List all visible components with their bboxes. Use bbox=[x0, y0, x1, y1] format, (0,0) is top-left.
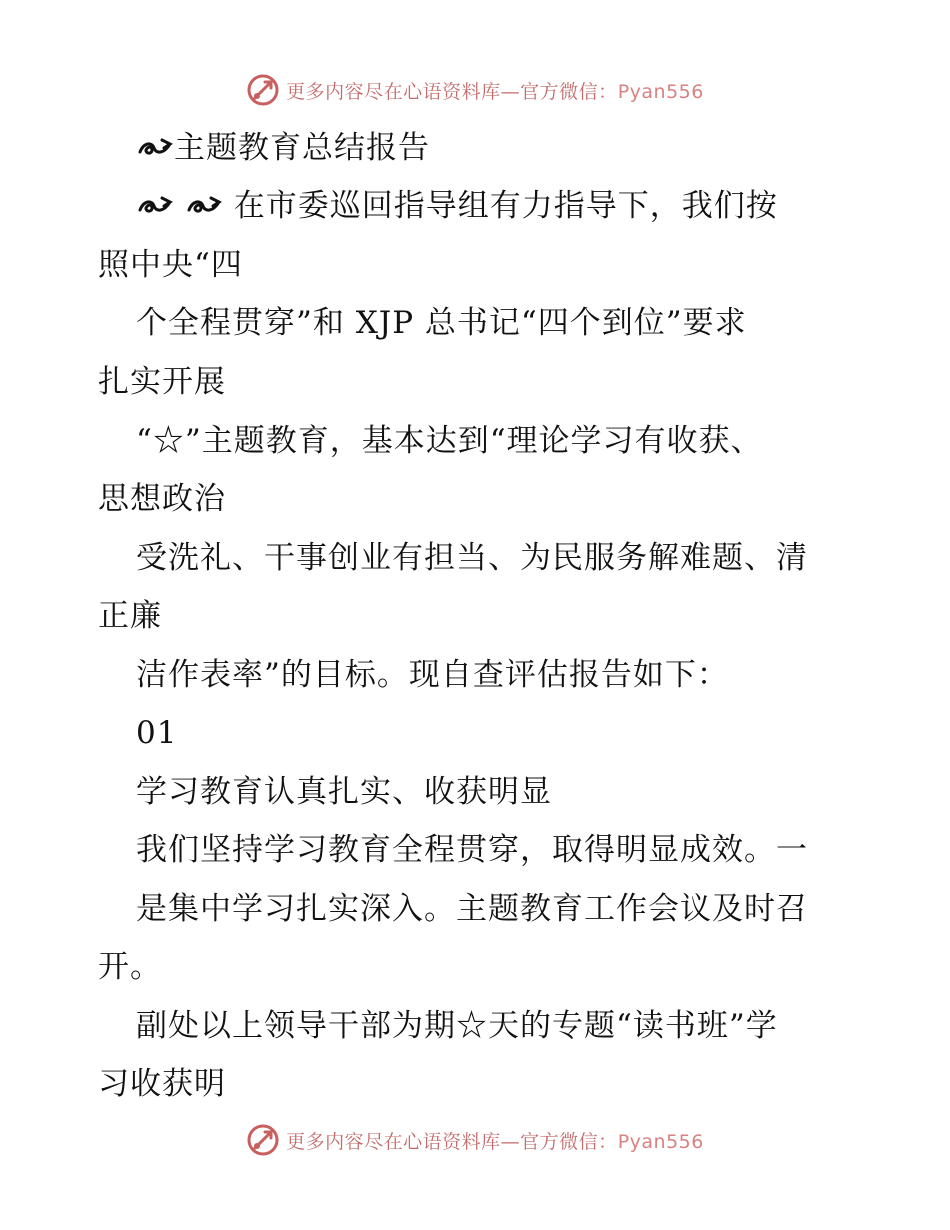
quill-logo-icon bbox=[246, 73, 280, 107]
section-heading: 学习教育认真扎实、收获明显 bbox=[136, 774, 552, 810]
paragraph-line: 正廉 bbox=[98, 598, 162, 634]
paragraph-line: 习收获明 bbox=[98, 1066, 226, 1102]
ornament-icon bbox=[136, 188, 174, 212]
ornament-icon bbox=[136, 130, 174, 154]
paragraph-line: 我们坚持学习教育全程贯穿，取得明显成效。一 bbox=[136, 832, 808, 868]
paragraph-line: 洁作表率”的目标。现自查评估报告如下： bbox=[136, 657, 729, 693]
paragraph-line: 在市委巡回指导组有力指导下，我们按 bbox=[136, 186, 896, 226]
paragraph-line: “☆”主题教育，基本达到“理论学习有收获、 bbox=[136, 423, 763, 459]
watermark-text: 更多内容尽在心语资料库—官方微信：Pyan556 bbox=[286, 1130, 704, 1153]
section-number: 01 bbox=[136, 715, 178, 751]
watermark-text: 更多内容尽在心语资料库—官方微信：Pyan556 bbox=[286, 80, 704, 103]
header-watermark bbox=[0, 72, 950, 108]
paragraph-line: 是集中学习扎实深入。主题教育工作会议及时召 bbox=[136, 891, 808, 927]
paragraph-line: 思想政治 bbox=[98, 481, 226, 517]
paragraph-line: 照中央“四 bbox=[98, 247, 243, 283]
paragraph-line: 副处以上领导干部为期☆天的专题“读书班”学 bbox=[136, 1008, 778, 1044]
paragraph-line: 受洗礼、干事创业有担当、为民服务解难题、清 bbox=[136, 540, 808, 576]
paragraph-line: 开。 bbox=[98, 949, 162, 985]
paragraph-line: 扎实开展 bbox=[98, 364, 226, 400]
quill-logo-icon bbox=[246, 1123, 280, 1157]
paragraph-line: 个全程贯穿”和 XJP 总书记“四个到位”要求 bbox=[136, 305, 747, 341]
ornament-icon bbox=[185, 188, 223, 212]
document-title: 主题教育总结报告 bbox=[136, 128, 896, 168]
footer-watermark bbox=[0, 1122, 950, 1158]
